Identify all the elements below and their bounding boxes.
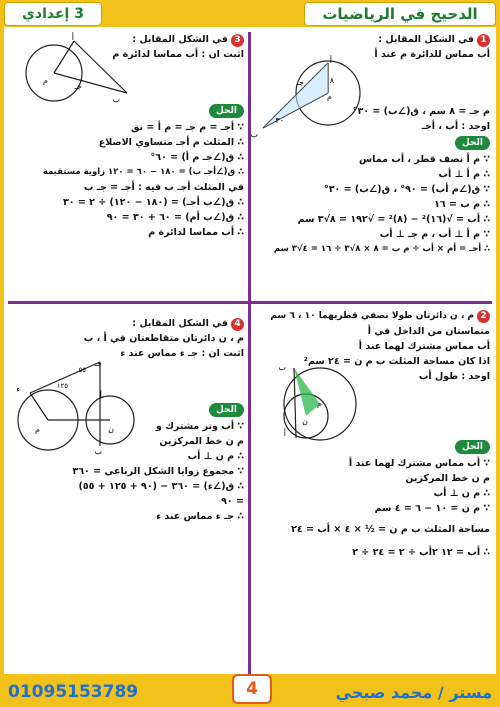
problem-line: في الشكل المقابل :: [132, 318, 228, 329]
solution-line: ∴ المثلث م أجـ متساوي الاضلاع: [98, 137, 244, 148]
solution-line: ∵ م أ نصف قطر ، أب مماس: [359, 154, 490, 165]
fig-label: أ: [99, 391, 102, 400]
fig-label: ء: [16, 385, 20, 394]
page-number: 4: [232, 674, 272, 704]
solution-line: ∴ أب = ١٢ ٢أب ÷ ٢ = ٢٤ ÷ ٢: [352, 547, 490, 558]
frame-right: [496, 27, 500, 674]
solution-label: الحل: [455, 440, 490, 454]
row-divider: [8, 301, 492, 304]
solution-line: ∴ ق(∠ب أم) = ٦٠ + ٣٠ = ٩٠: [106, 212, 244, 223]
fig-label: أ: [283, 429, 286, 438]
solution-line: في المثلث أجـ ب فيه : أجـ = جـ ب: [83, 182, 244, 193]
solution-line: ∴ ق(∠أجـ ب) = ١٨٠ − ٦٠ = ١٢٠ زاوية مستقيمة: [42, 167, 244, 177]
problem-line: م ، ن دائرتان طولا نصفي قطريهما ١٠ ، ٦ سم: [270, 311, 474, 321]
solution-line: = ٩٠: [221, 496, 244, 507]
problem-line: متماستان من الداخل في أ: [367, 326, 490, 337]
solution-line: ∴ ق(∠ء) = ٣٦٠ − (٩٠ + ١٢٥ + ٥٥): [78, 481, 244, 492]
solution-line: ∴ م ن ⊥ أب: [433, 488, 490, 499]
fig-label: ٣٠: [275, 116, 284, 125]
problem-line: أب مماس مشترك لهما عند أ: [358, 341, 490, 352]
triangle-fill: [263, 63, 328, 128]
fig-label: ب: [112, 95, 120, 104]
fig-label: ٥٥: [78, 366, 86, 374]
problem-number-badge: 4: [231, 318, 244, 331]
problem-line: م ، ن دائرتان متقاطعتان في أ ، ب: [83, 333, 244, 344]
header-bar: [0, 0, 500, 27]
phone-number: 01095153789: [8, 682, 139, 702]
solution-line: ∴ م ن ⊥ أب: [187, 451, 244, 462]
problem-line: م جـ = ٨ سم ، ق(∠ب) = ٣٠°: [352, 106, 490, 117]
solution-line: ∴ أب = √(١٦)² − (٨)² = √١٩٢ = ٨√٣ سم: [297, 214, 490, 225]
fig-label: ب: [94, 447, 102, 456]
solution-label: الحل: [209, 104, 244, 118]
triangle-bmn: [294, 368, 320, 416]
solution-line: ∵ أب وتر مشترك و: [156, 421, 244, 432]
figure-2: [258, 362, 368, 442]
solution-line: م ن خط المركزين: [159, 436, 244, 447]
solution-line: مساحة المثلث ب م ن = ½ × ٤ × أب = ٢٤: [291, 524, 490, 535]
solution-label: الحل: [455, 136, 490, 150]
solution-line: ∵ أجـ = م جـ = م أ = نق: [130, 122, 244, 133]
frame-left: [0, 27, 4, 674]
solution-line: ∵ مجموع زوايا الشكل الرباعي = ٣٦٠: [72, 466, 244, 477]
problem-number-badge: 3: [231, 34, 244, 47]
solution-line: م ن خط المركزين: [405, 473, 490, 484]
problem-line: أب مماس للدائرة م عند أ: [374, 49, 490, 60]
fig-label: أ: [71, 33, 74, 42]
solution-label: الحل: [209, 403, 244, 417]
solution-line: ∴ م أ ⊥ أب: [438, 169, 490, 180]
problem-number-badge: 1: [477, 34, 490, 47]
problem-line: اثبت ان : جـ ء مماس عند ء: [120, 348, 244, 359]
solution-line: ∵ م أ ⊥ أب ، م جـ ⊥ أب: [379, 229, 490, 240]
figure-4: [10, 358, 135, 463]
solution-line: ∴ أب مماسا لدائرة م: [148, 227, 244, 238]
problem-line: في الشكل المقابل :: [378, 34, 474, 45]
problem-line: اذا كان مساحة المثلث ب م ن = ٢٤ سم²: [303, 356, 490, 367]
grade-label: 3 إعدادي: [4, 2, 102, 26]
fig-label: م: [317, 399, 322, 408]
radius-ma: [54, 41, 74, 73]
fig-label: ب: [278, 363, 286, 372]
figure-3: [12, 33, 132, 103]
problem-line: اثبت ان : أب مماسا لدائرة م: [112, 49, 244, 60]
fig-label: جـ: [94, 359, 102, 368]
solution-line: ∵ أب مماس مشترك لهما عند أ: [348, 458, 490, 469]
problem-line: اوجد : أب ، أجـ: [421, 121, 490, 132]
footer-bar: [0, 674, 500, 707]
author-name: مستر / محمد صبحي: [335, 683, 492, 702]
fig-label: ٨: [329, 76, 334, 85]
fig-label: م: [43, 76, 48, 85]
problem-line: اوجد : طول أب: [418, 371, 490, 382]
fig-label: م: [35, 425, 40, 434]
page-title: الدحيح في الرياضيات: [304, 2, 496, 26]
fig-label: ن: [108, 425, 114, 434]
radius-segment: [30, 393, 48, 420]
solution-line: ∴ ق(∠ب أجـ) = (١٨٠ − ١٢٠) ÷ ٢ = ٣٠: [62, 197, 244, 208]
fig-label: جـ: [74, 82, 82, 91]
solution-line: ∴ م ب = ١٦: [434, 199, 490, 210]
solution-line: ∴ جـ ء مماس عند ء: [156, 511, 244, 522]
fig-label: ن: [302, 417, 308, 426]
column-divider: [248, 32, 251, 674]
problem-line: في الشكل المقابل :: [132, 34, 228, 45]
fig-label: جـ: [296, 78, 304, 87]
fig-label: ب: [250, 130, 258, 139]
solution-line: ∴ ق(∠جـ م أ) = ٦٠°: [150, 152, 244, 163]
problem-number-badge: 2: [477, 310, 490, 323]
figure-1: [250, 55, 368, 140]
fig-label: م: [327, 92, 332, 101]
solution-line: ∵ ق(∠م أب) = ٩٠° ، ق(∠ب) = ٣٠°: [323, 184, 490, 195]
solution-line: ∴ أجـ = أم × أب ÷ م ب = ٨ × ٨√٣ ÷ ١٦ = ٤√٣ سم: [273, 244, 490, 254]
fig-label: ١٢٥: [56, 382, 68, 390]
fig-label: أ: [329, 56, 332, 65]
solution-line: ∵ م ن = ١٠ − ٦ = ٤ سم: [374, 503, 490, 514]
